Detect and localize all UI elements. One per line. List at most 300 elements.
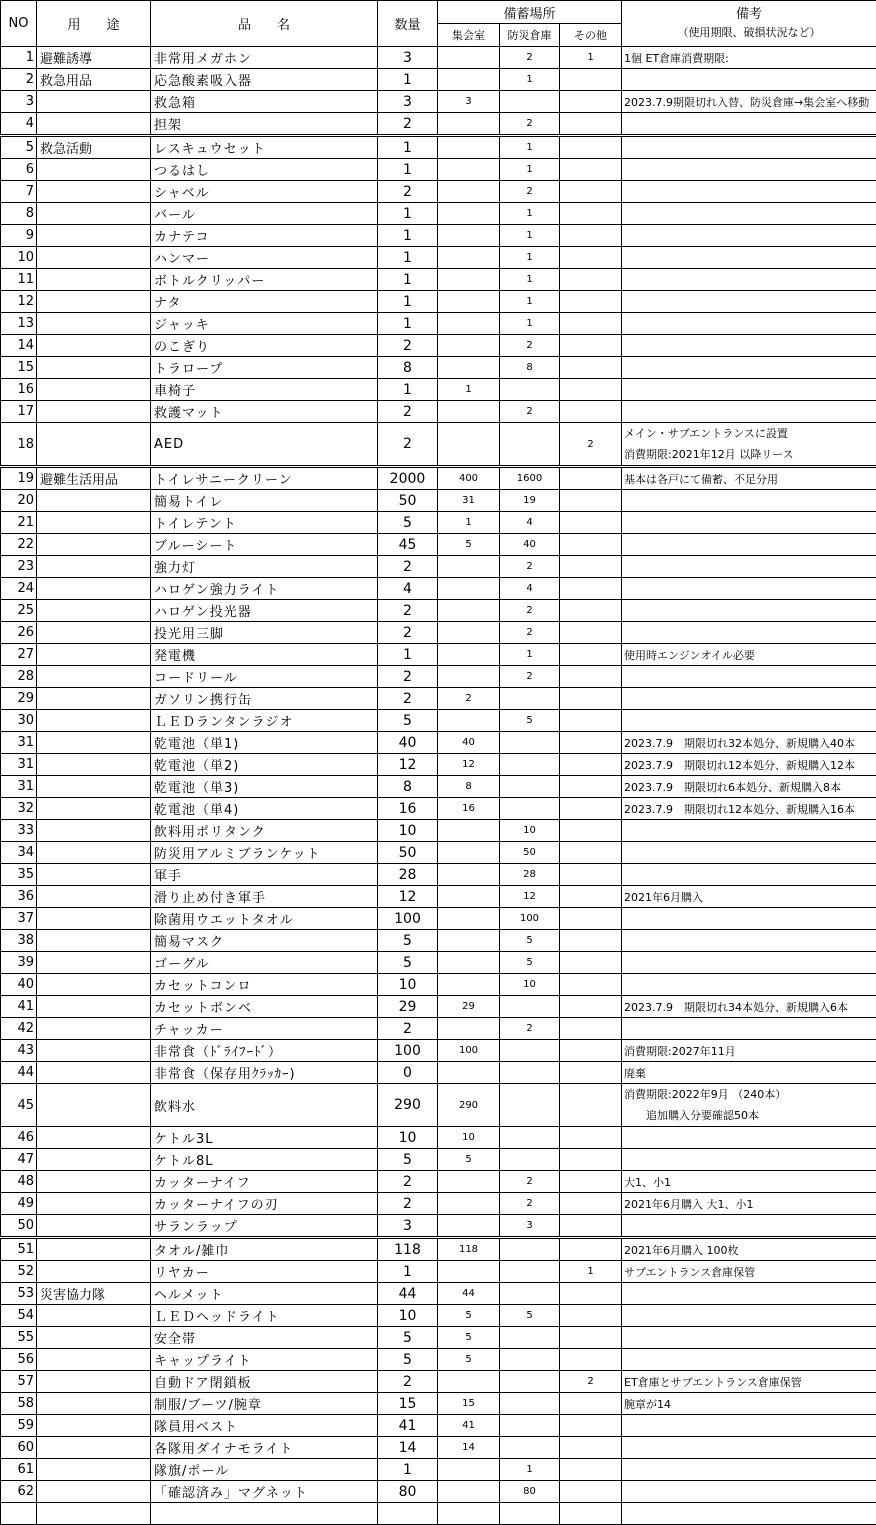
cell-loc-c xyxy=(560,1040,622,1062)
cell-loc-a xyxy=(438,952,500,974)
cell-loc-b xyxy=(500,379,560,401)
cell-note xyxy=(622,1127,876,1149)
cell-loc-c xyxy=(560,136,622,159)
cell-loc-a: 10 xyxy=(438,1127,500,1149)
cell-no: 23 xyxy=(1,556,37,578)
cell-no: 48 xyxy=(1,1171,37,1193)
cell-name: ヘルメット xyxy=(151,1283,378,1305)
cell-no: 16 xyxy=(1,379,37,401)
cell-loc-b: 5 xyxy=(500,930,560,952)
table-row xyxy=(1,710,876,732)
cell-note xyxy=(622,181,876,203)
cell-loc-a xyxy=(438,291,500,313)
cell-no: 42 xyxy=(1,1018,37,1040)
header-loc-c: その他 xyxy=(560,24,622,47)
cell-loc-a: 16 xyxy=(438,798,500,820)
cell-name: カセットコンロ xyxy=(151,974,378,996)
cell-loc-b: 12 xyxy=(500,886,560,908)
cell-name: 非常用メガホン xyxy=(151,47,378,69)
cell-name: ガソリン携行缶 xyxy=(151,688,378,710)
cell-no: 54 xyxy=(1,1305,37,1327)
cell-loc-c xyxy=(560,401,622,423)
table-row xyxy=(1,467,876,490)
cell-name: カッターナイフの刃 xyxy=(151,1193,378,1215)
cell-use xyxy=(37,534,151,556)
cell-loc-b: 2 xyxy=(500,113,560,136)
cell-qty: 10 xyxy=(378,1305,438,1327)
cell-loc-c xyxy=(560,1349,622,1371)
cell-loc-a: 400 xyxy=(438,467,500,490)
cell-no: 7 xyxy=(1,181,37,203)
cell-use xyxy=(37,996,151,1018)
cell-name: 強力灯 xyxy=(151,556,378,578)
cell-name: 担架 xyxy=(151,113,378,136)
cell-use: 災害協力隊 xyxy=(37,1283,151,1305)
cell-qty: 1 xyxy=(378,247,438,269)
cell-loc-b: 2 xyxy=(500,1018,560,1040)
cell-note xyxy=(622,556,876,578)
cell-no: 38 xyxy=(1,930,37,952)
cell-loc-a: 12 xyxy=(438,754,500,776)
cell-loc-b: 1 xyxy=(500,203,560,225)
cell-note xyxy=(622,842,876,864)
table-row xyxy=(1,1215,876,1238)
cell-use xyxy=(37,512,151,534)
cell-loc-c xyxy=(560,864,622,886)
cell-loc-c xyxy=(560,159,622,181)
cell-note xyxy=(622,313,876,335)
cell-note xyxy=(622,952,876,974)
cell-use xyxy=(37,1459,151,1481)
cell-name: ＬＥＤヘッドライト xyxy=(151,1305,378,1327)
cell-qty: 2 xyxy=(378,401,438,423)
cell-name: 軍手 xyxy=(151,864,378,886)
table-row xyxy=(1,820,876,842)
table-row xyxy=(1,996,876,1018)
cell-loc-a: 41 xyxy=(438,1415,500,1437)
cell-loc-b xyxy=(500,996,560,1018)
cell-note: 2023.7.9 期限切れ6本処分、新規購入8本 xyxy=(622,776,876,798)
cell-loc-c xyxy=(560,556,622,578)
cell-qty: 5 xyxy=(378,512,438,534)
cell-loc-b xyxy=(500,1040,560,1062)
cell-loc-a xyxy=(438,113,500,136)
cell-loc-a xyxy=(438,556,500,578)
table-row xyxy=(1,1127,876,1149)
cell-qty: 2000 xyxy=(378,467,438,490)
cell-no: 1 xyxy=(1,47,37,69)
cell-name: カナテコ xyxy=(151,225,378,247)
cell-loc-c: 1 xyxy=(560,47,622,69)
table-row xyxy=(1,423,876,467)
cell-loc-a xyxy=(438,69,500,91)
cell-use: 避難誘導 xyxy=(37,47,151,69)
cell-qty: 4 xyxy=(378,578,438,600)
cell-note xyxy=(622,269,876,291)
header-loc-b: 防災倉庫 xyxy=(500,24,560,47)
cell-use xyxy=(37,1393,151,1415)
cell-qty: 29 xyxy=(378,996,438,1018)
cell-loc-b xyxy=(500,798,560,820)
cell-name: 安全帯 xyxy=(151,1327,378,1349)
cell-use xyxy=(37,754,151,776)
cell-loc-b xyxy=(500,1084,560,1127)
cell-qty: 3 xyxy=(378,47,438,69)
cell-no: 24 xyxy=(1,578,37,600)
cell-qty: 2 xyxy=(378,423,438,467)
table-row xyxy=(1,313,876,335)
cell-note xyxy=(622,1437,876,1459)
cell-no: 59 xyxy=(1,1415,37,1437)
cell-loc-c xyxy=(560,1437,622,1459)
table-row xyxy=(1,798,876,820)
table-row xyxy=(1,556,876,578)
cell-loc-c xyxy=(560,1283,622,1305)
cell-qty: 2 xyxy=(378,600,438,622)
cell-loc-c xyxy=(560,974,622,996)
cell-loc-c xyxy=(560,313,622,335)
cell-loc-b: 5 xyxy=(500,952,560,974)
cell-name: 飲料用ポリタンク xyxy=(151,820,378,842)
cell-note: 使用時エンジンオイル必要 xyxy=(622,644,876,666)
cell-note xyxy=(622,512,876,534)
cell-qty: 1 xyxy=(378,269,438,291)
cell-loc-b: 2 xyxy=(500,401,560,423)
cell-loc-b: 4 xyxy=(500,578,560,600)
header-no: NO xyxy=(1,1,37,47)
cell-loc-a: 29 xyxy=(438,996,500,1018)
cell-loc-b xyxy=(500,1261,560,1283)
cell-loc-a xyxy=(438,666,500,688)
cell-use xyxy=(37,1084,151,1127)
cell-loc-b: 5 xyxy=(500,710,560,732)
table-row xyxy=(1,91,876,113)
cell-no: 44 xyxy=(1,1062,37,1084)
cell-no: 41 xyxy=(1,996,37,1018)
cell-loc-c xyxy=(560,113,622,136)
cell-note: 2021年6月購入 xyxy=(622,886,876,908)
cell-loc-a xyxy=(438,820,500,842)
cell-note xyxy=(622,423,876,467)
cell-loc-a xyxy=(438,842,500,864)
table-row xyxy=(1,47,876,69)
cell-name: ボトルクリッパー xyxy=(151,269,378,291)
table-row xyxy=(1,69,876,91)
cell-loc-a: 3 xyxy=(438,91,500,113)
cell-name: 簡易トイレ xyxy=(151,490,378,512)
cell-loc-a xyxy=(438,269,500,291)
cell-name: 乾電池（単1) xyxy=(151,732,378,754)
cell-loc-b: 1 xyxy=(500,644,560,666)
cell-note xyxy=(622,357,876,379)
cell-use: 救急用品 xyxy=(37,69,151,91)
cell-note xyxy=(622,1018,876,1040)
cell-note xyxy=(622,1215,876,1238)
table-row xyxy=(1,886,876,908)
cell-loc-a xyxy=(438,1459,500,1481)
table-row xyxy=(1,1084,876,1127)
cell-qty: 5 xyxy=(378,1349,438,1371)
table-row xyxy=(1,930,876,952)
cell-no: 47 xyxy=(1,1149,37,1171)
cell-note xyxy=(622,291,876,313)
cell-loc-a xyxy=(438,864,500,886)
cell-no: 36 xyxy=(1,886,37,908)
cell-no: 57 xyxy=(1,1371,37,1393)
cell-loc-a xyxy=(438,335,500,357)
cell-qty: 5 xyxy=(378,930,438,952)
cell-note xyxy=(622,578,876,600)
table-row xyxy=(1,908,876,930)
cell-no: 56 xyxy=(1,1349,37,1371)
table-row xyxy=(1,1503,876,1525)
cell-loc-a: 1 xyxy=(438,379,500,401)
cell-use xyxy=(37,1149,151,1171)
cell-loc-a xyxy=(438,1503,500,1525)
cell-note xyxy=(622,335,876,357)
cell-loc-c xyxy=(560,1127,622,1149)
table-row xyxy=(1,842,876,864)
cell-loc-c xyxy=(560,732,622,754)
cell-loc-c xyxy=(560,69,622,91)
cell-qty: 44 xyxy=(378,1283,438,1305)
cell-note xyxy=(622,1149,876,1171)
cell-loc-a xyxy=(438,1215,500,1238)
cell-name: ナタ xyxy=(151,291,378,313)
cell-note: 2023.7.9 期限切れ34本処分、新規購入6本 xyxy=(622,996,876,1018)
cell-loc-c xyxy=(560,1238,622,1261)
cell-qty: 1 xyxy=(378,136,438,159)
table-row xyxy=(1,335,876,357)
table-row xyxy=(1,974,876,996)
cell-no: 35 xyxy=(1,864,37,886)
cell-no: 5 xyxy=(1,136,37,159)
cell-loc-a xyxy=(438,1481,500,1503)
cell-loc-b: 3 xyxy=(500,1215,560,1238)
cell-name: つるはし xyxy=(151,159,378,181)
cell-no: 53 xyxy=(1,1283,37,1305)
cell-qty: 1 xyxy=(378,644,438,666)
table-row xyxy=(1,113,876,136)
cell-loc-b xyxy=(500,1149,560,1171)
cell-use xyxy=(37,776,151,798)
cell-no: 34 xyxy=(1,842,37,864)
cell-use xyxy=(37,490,151,512)
table-row xyxy=(1,225,876,247)
cell-name: ハロゲン投光器 xyxy=(151,600,378,622)
table-row xyxy=(1,1193,876,1215)
cell-loc-b: 10 xyxy=(500,974,560,996)
cell-name: トイレサニークリーン xyxy=(151,467,378,490)
cell-no: 28 xyxy=(1,666,37,688)
cell-name: 救護マット xyxy=(151,401,378,423)
cell-loc-c xyxy=(560,1018,622,1040)
cell-note xyxy=(622,225,876,247)
cell-loc-b xyxy=(500,754,560,776)
cell-use: 救急活動 xyxy=(37,136,151,159)
cell-loc-c xyxy=(560,1084,622,1127)
note-line-1: 消費期限:2022年9月 （240本） xyxy=(624,1084,876,1105)
table-header xyxy=(1,1,876,47)
cell-loc-b: 1 xyxy=(500,291,560,313)
cell-qty: 100 xyxy=(378,908,438,930)
cell-name: ハンマー xyxy=(151,247,378,269)
cell-note xyxy=(622,622,876,644)
cell-loc-c xyxy=(560,512,622,534)
cell-loc-b: 80 xyxy=(500,1481,560,1503)
cell-name: 簡易マスク xyxy=(151,930,378,952)
cell-note: 2023.7.9 期限切れ32本処分、新規購入40本 xyxy=(622,732,876,754)
cell-use xyxy=(37,247,151,269)
cell-loc-a xyxy=(438,47,500,69)
cell-loc-a: 5 xyxy=(438,1349,500,1371)
cell-no: 26 xyxy=(1,622,37,644)
cell-loc-b: 2 xyxy=(500,47,560,69)
cell-no: 31 xyxy=(1,754,37,776)
cell-no: 11 xyxy=(1,269,37,291)
cell-loc-a: 5 xyxy=(438,1305,500,1327)
cell-loc-c xyxy=(560,225,622,247)
cell-loc-a xyxy=(438,401,500,423)
cell-loc-a xyxy=(438,644,500,666)
cell-note xyxy=(622,1415,876,1437)
table-row xyxy=(1,379,876,401)
cell-loc-c xyxy=(560,291,622,313)
cell-note: 2021年6月購入 大1、小1 xyxy=(622,1193,876,1215)
cell-name: 各隊用ダイナモライト xyxy=(151,1437,378,1459)
cell-no: 22 xyxy=(1,534,37,556)
cell-note xyxy=(622,1349,876,1371)
cell-note xyxy=(622,1459,876,1481)
cell-no: 2 xyxy=(1,69,37,91)
cell-name: ブルーシート xyxy=(151,534,378,556)
cell-loc-c xyxy=(560,886,622,908)
cell-loc-a xyxy=(438,600,500,622)
cell-loc-b xyxy=(500,1415,560,1437)
cell-loc-a: 8 xyxy=(438,776,500,798)
cell-no: 31 xyxy=(1,732,37,754)
cell-loc-a xyxy=(438,1171,500,1193)
cell-qty: 2 xyxy=(378,113,438,136)
cell-loc-c xyxy=(560,1481,622,1503)
cell-no: 15 xyxy=(1,357,37,379)
table-row xyxy=(1,1349,876,1371)
cell-loc-a xyxy=(438,423,500,467)
cell-name: レスキュウセット xyxy=(151,136,378,159)
cell-loc-a: 290 xyxy=(438,1084,500,1127)
cell-loc-a: 44 xyxy=(438,1283,500,1305)
cell-loc-c xyxy=(560,930,622,952)
cell-use xyxy=(37,952,151,974)
cell-no: 13 xyxy=(1,313,37,335)
cell-name xyxy=(151,1503,378,1525)
cell-use xyxy=(37,181,151,203)
cell-loc-a xyxy=(438,622,500,644)
cell-qty: 45 xyxy=(378,534,438,556)
cell-no: 25 xyxy=(1,600,37,622)
cell-qty: 1 xyxy=(378,225,438,247)
header-storage: 備蓄場所 xyxy=(438,1,622,24)
cell-loc-c xyxy=(560,688,622,710)
cell-name: キャップライト xyxy=(151,1349,378,1371)
table-row xyxy=(1,754,876,776)
cell-note xyxy=(622,247,876,269)
cell-loc-a: 5 xyxy=(438,1327,500,1349)
cell-name: 応急酸素吸入器 xyxy=(151,69,378,91)
cell-loc-b: 2 xyxy=(500,1171,560,1193)
cell-name: リヤカー xyxy=(151,1261,378,1283)
cell-qty: 1 xyxy=(378,379,438,401)
cell-use xyxy=(37,1305,151,1327)
table-row xyxy=(1,600,876,622)
cell-use xyxy=(37,556,151,578)
cell-loc-b: 1 xyxy=(500,136,560,159)
cell-qty: 10 xyxy=(378,1127,438,1149)
cell-qty: 2 xyxy=(378,1018,438,1040)
cell-use xyxy=(37,908,151,930)
cell-qty: 50 xyxy=(378,842,438,864)
cell-loc-b xyxy=(500,1238,560,1261)
cell-loc-b: 2 xyxy=(500,1193,560,1215)
note-line-1: メイン・サブエントランスに設置 xyxy=(624,423,876,444)
cell-qty: 2 xyxy=(378,1171,438,1193)
header-note xyxy=(622,1,876,47)
cell-loc-a xyxy=(438,1018,500,1040)
cell-loc-c xyxy=(560,578,622,600)
cell-use xyxy=(37,1193,151,1215)
cell-qty: 28 xyxy=(378,864,438,886)
table-row xyxy=(1,1393,876,1415)
cell-note xyxy=(622,379,876,401)
cell-use xyxy=(37,113,151,136)
table-row xyxy=(1,732,876,754)
header-qty: 数量 xyxy=(378,1,438,47)
cell-loc-c xyxy=(560,1393,622,1415)
cell-note: 2023.7.9 期限切れ12本処分、新規購入12本 xyxy=(622,754,876,776)
cell-loc-c xyxy=(560,1193,622,1215)
cell-loc-c xyxy=(560,1149,622,1171)
table-row xyxy=(1,1437,876,1459)
cell-qty: 80 xyxy=(378,1481,438,1503)
table-row xyxy=(1,1171,876,1193)
cell-loc-b: 50 xyxy=(500,842,560,864)
table-row xyxy=(1,291,876,313)
cell-use xyxy=(37,1327,151,1349)
cell-no: 20 xyxy=(1,490,37,512)
cell-no: 30 xyxy=(1,710,37,732)
cell-name: 乾電池（単2) xyxy=(151,754,378,776)
cell-name: 投光用三脚 xyxy=(151,622,378,644)
cell-no: 61 xyxy=(1,1459,37,1481)
cell-name: ジャッキ xyxy=(151,313,378,335)
cell-loc-c xyxy=(560,91,622,113)
cell-no: 32 xyxy=(1,798,37,820)
cell-loc-c xyxy=(560,1415,622,1437)
cell-no: 18 xyxy=(1,423,37,467)
cell-qty: 2 xyxy=(378,622,438,644)
cell-loc-c xyxy=(560,335,622,357)
cell-loc-c xyxy=(560,1062,622,1084)
table-row xyxy=(1,247,876,269)
cell-name: ケトル8L xyxy=(151,1149,378,1171)
cell-loc-c xyxy=(560,952,622,974)
cell-use xyxy=(37,225,151,247)
cell-qty: 41 xyxy=(378,1415,438,1437)
cell-loc-b: 1 xyxy=(500,247,560,269)
cell-note xyxy=(622,1327,876,1349)
cell-loc-c xyxy=(560,754,622,776)
cell-loc-c xyxy=(560,908,622,930)
